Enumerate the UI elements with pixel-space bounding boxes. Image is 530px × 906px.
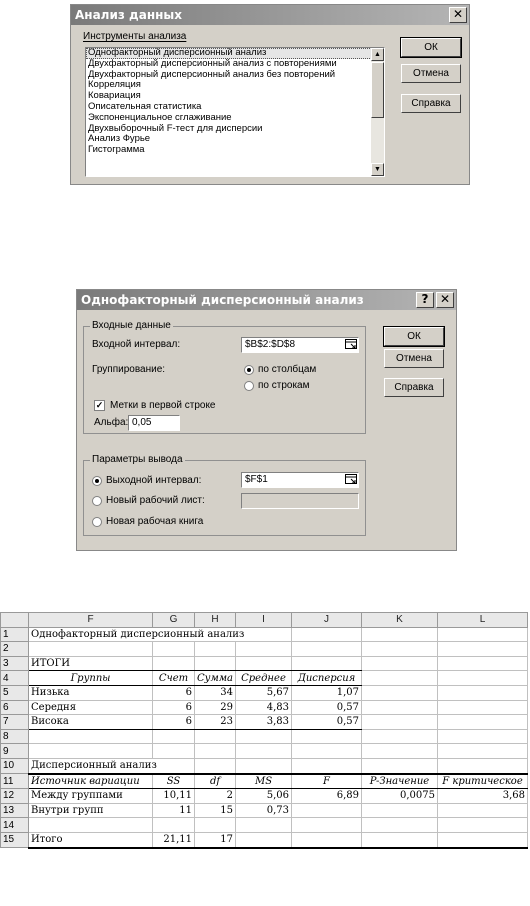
cell[interactable] [438, 744, 528, 759]
table-row [1, 774, 528, 789]
dialog-titlebar [71, 5, 469, 25]
cell[interactable] [153, 729, 195, 744]
cell[interactable]: Между группами [29, 789, 153, 804]
cell[interactable] [195, 656, 236, 671]
column-header-row [1, 613, 528, 628]
by-columns-label: по столбцам [258, 364, 317, 375]
cell[interactable] [292, 803, 362, 818]
cell[interactable] [438, 715, 528, 730]
list-item[interactable]: Ковариация [88, 90, 141, 102]
cell[interactable] [195, 758, 236, 773]
cell[interactable] [362, 729, 438, 744]
col-header-l[interactable]: L [438, 613, 528, 628]
list-item[interactable]: Корреляция [88, 79, 141, 91]
cell[interactable] [236, 729, 292, 744]
cell[interactable]: 10,11 [153, 789, 195, 804]
cell[interactable]: 4,83 [236, 700, 292, 715]
cell[interactable] [292, 627, 362, 642]
cell[interactable]: 17 [195, 832, 236, 847]
sheet-grid [0, 612, 528, 849]
cell[interactable]: 23 [195, 715, 236, 730]
input-group [83, 320, 366, 434]
cell[interactable] [438, 803, 528, 818]
cell[interactable] [292, 744, 362, 759]
list-item[interactable]: Анализ Фурье [88, 133, 151, 145]
cell[interactable]: 6 [153, 715, 195, 730]
col-header-j[interactable]: J [292, 613, 362, 628]
table-row [1, 789, 528, 804]
corner-cell[interactable] [1, 613, 29, 628]
range-select-icon[interactable] [344, 474, 357, 486]
close-icon[interactable]: ✕ [436, 292, 454, 308]
cell[interactable] [292, 729, 362, 744]
header-cell[interactable]: Источник вариации [29, 774, 153, 789]
cell[interactable]: Итого [29, 832, 153, 847]
by-rows-radio[interactable] [244, 381, 254, 391]
output-range-field[interactable] [241, 472, 359, 488]
row-header[interactable]: 13 [1, 803, 29, 818]
ok-button[interactable]: ОК [384, 327, 444, 346]
cell[interactable]: Внутри групп [29, 803, 153, 818]
col-header-i[interactable]: I [236, 613, 292, 628]
cell[interactable]: 21,11 [153, 832, 195, 847]
alpha-label: Альфа: [94, 417, 129, 428]
list-item[interactable]: Двухвыборочный F-тест для дисперсии [88, 122, 263, 134]
cell[interactable] [236, 642, 292, 657]
cell[interactable] [438, 832, 528, 847]
cell[interactable] [195, 642, 236, 657]
output-range-label: Выходной интервал: [106, 475, 202, 486]
table-row [1, 627, 528, 642]
cell[interactable] [195, 818, 236, 833]
cancel-button[interactable]: Отмена [384, 349, 444, 368]
cell[interactable] [153, 656, 195, 671]
cell[interactable]: 5,67 [236, 685, 292, 700]
cell[interactable] [292, 818, 362, 833]
row-header[interactable]: 4 [1, 671, 29, 686]
cell[interactable] [362, 671, 438, 686]
header-cell[interactable]: Счет [153, 671, 195, 686]
tools-list-items [86, 48, 384, 156]
range-select-icon[interactable] [344, 339, 357, 351]
cell[interactable] [153, 818, 195, 833]
table-row [1, 832, 528, 847]
ok-button[interactable]: ОК [401, 38, 461, 57]
row-header[interactable]: 9 [1, 744, 29, 759]
cell[interactable]: 6 [153, 685, 195, 700]
cell[interactable] [362, 642, 438, 657]
cancel-button[interactable]: Отмена [401, 64, 461, 83]
cell[interactable] [362, 656, 438, 671]
cell[interactable]: 34 [195, 685, 236, 700]
cell[interactable] [153, 642, 195, 657]
cell[interactable]: 11 [153, 803, 195, 818]
cell[interactable] [438, 642, 528, 657]
cell[interactable] [362, 832, 438, 847]
row-header[interactable]: 7 [1, 715, 29, 730]
header-cell[interactable]: P-Значение [362, 774, 438, 789]
tools-label: Инструменты анализа [83, 31, 187, 42]
labels-checkbox[interactable]: ✓ [95, 400, 104, 410]
cell[interactable] [236, 832, 292, 847]
table-row [1, 803, 528, 818]
table-row [1, 744, 528, 759]
cell[interactable] [292, 832, 362, 847]
row-header[interactable]: 5 [1, 685, 29, 700]
cell[interactable] [292, 758, 362, 773]
cell[interactable] [438, 656, 528, 671]
help-button[interactable]: Справка [401, 94, 461, 113]
header-cell[interactable]: SS [153, 774, 195, 789]
dialog-titlebar [77, 290, 456, 310]
table-row [1, 685, 528, 700]
output-range-radio[interactable] [92, 476, 102, 486]
col-header-k[interactable]: K [362, 613, 438, 628]
input-group-label: Входные данные [92, 320, 171, 331]
input-range-field[interactable] [241, 337, 359, 353]
cell[interactable] [362, 627, 438, 642]
cell[interactable] [438, 758, 528, 773]
scroll-thumb[interactable] [371, 62, 384, 118]
new-book-radio[interactable] [92, 517, 102, 527]
cell[interactable] [438, 729, 528, 744]
cell-itogi[interactable]: ИТОГИ [29, 656, 153, 671]
header-cell[interactable]: Дисперсия [292, 671, 362, 686]
labels-checkbox-label: Метки в первой строке [110, 400, 216, 411]
spreadsheet [0, 612, 530, 849]
list-item[interactable]: Двухфакторный дисперсионный анализ без повторений [88, 68, 336, 80]
header-cell[interactable]: Сумма [195, 671, 236, 686]
header-cell[interactable]: Среднее [236, 671, 292, 686]
col-header-h[interactable]: H [195, 613, 236, 628]
cell[interactable]: Висока [29, 715, 153, 730]
cell[interactable] [362, 818, 438, 833]
list-item[interactable]: Однофакторный дисперсионный анализ [86, 48, 384, 59]
help-question-icon[interactable]: ? [416, 292, 434, 308]
close-icon[interactable]: ✕ [449, 7, 467, 23]
row-header[interactable]: 15 [1, 832, 29, 847]
row-header[interactable]: 1 [1, 627, 29, 642]
cell[interactable] [195, 729, 236, 744]
new-sheet-field[interactable] [241, 493, 359, 509]
by-rows-label: по строкам [258, 380, 310, 391]
cell[interactable]: 2 [195, 789, 236, 804]
col-header-g[interactable]: G [153, 613, 195, 628]
grouping-label: Группирование: [92, 364, 166, 375]
input-range-label: Входной интервал: [92, 339, 181, 350]
scroll-down-icon[interactable]: ▼ [371, 163, 384, 176]
row-header[interactable]: 10 [1, 758, 29, 773]
cell[interactable] [29, 642, 153, 657]
scroll-up-icon[interactable]: ▲ [371, 48, 384, 61]
row-header[interactable]: 11 [1, 774, 29, 789]
dialog-title: Анализ данных [75, 8, 182, 22]
row-header[interactable]: 2 [1, 642, 29, 657]
list-item[interactable]: Экспоненциальное сглаживание [88, 111, 232, 123]
output-group-label: Параметры вывода [92, 454, 183, 465]
cell-anova-title[interactable]: Дисперсионный анализ [29, 758, 195, 773]
cell[interactable]: 1,07 [292, 685, 362, 700]
dialog-title: Однофакторный дисперсионный анализ [81, 293, 364, 307]
output-range-value: $F$1 [245, 474, 268, 485]
cell[interactable]: 0,57 [292, 700, 362, 715]
anova-dialog [76, 289, 457, 551]
cell[interactable] [292, 656, 362, 671]
cell[interactable] [236, 818, 292, 833]
tools-listbox[interactable] [85, 47, 385, 177]
cell[interactable] [438, 685, 528, 700]
cell[interactable] [362, 803, 438, 818]
cell[interactable] [362, 744, 438, 759]
cell[interactable] [362, 700, 438, 715]
row-header[interactable]: 6 [1, 700, 29, 715]
table-row [1, 729, 528, 744]
cell[interactable]: 3,68 [438, 789, 528, 804]
cell[interactable]: 6 [153, 700, 195, 715]
table-row [1, 656, 528, 671]
cell[interactable] [362, 758, 438, 773]
row-header[interactable]: 14 [1, 818, 29, 833]
alpha-field[interactable]: 0,05 [128, 415, 180, 431]
cell[interactable] [362, 685, 438, 700]
list-item[interactable]: Двухфакторный дисперсионный анализ с повторениями [88, 57, 337, 69]
cell[interactable]: 0,0075 [362, 789, 438, 804]
cell[interactable] [438, 700, 528, 715]
cell[interactable] [362, 715, 438, 730]
table-row [1, 818, 528, 833]
cell[interactable]: 15 [195, 803, 236, 818]
cell[interactable] [195, 744, 236, 759]
cell[interactable] [236, 758, 292, 773]
table-row [1, 642, 528, 657]
header-cell[interactable]: MS [236, 774, 292, 789]
cell[interactable] [29, 818, 153, 833]
cell[interactable] [29, 729, 153, 744]
cell[interactable]: Низька [29, 685, 153, 700]
row-header[interactable]: 3 [1, 656, 29, 671]
table-row [1, 671, 528, 686]
cell[interactable]: 3,83 [236, 715, 292, 730]
cell[interactable]: 0,73 [236, 803, 292, 818]
row-header[interactable]: 8 [1, 729, 29, 744]
header-cell[interactable]: F [292, 774, 362, 789]
cell[interactable] [29, 744, 153, 759]
cell[interactable]: 0,57 [292, 715, 362, 730]
row-header[interactable]: 12 [1, 789, 29, 804]
cell[interactable] [236, 744, 292, 759]
list-item[interactable]: Описательная статистика [88, 100, 202, 112]
output-group [83, 454, 366, 536]
cell[interactable] [438, 671, 528, 686]
cell[interactable] [236, 656, 292, 671]
col-header-f[interactable]: F [29, 613, 153, 628]
table-row [1, 758, 528, 773]
analysis-tools-dialog [70, 4, 470, 185]
header-cell[interactable]: df [195, 774, 236, 789]
table-row [1, 715, 528, 730]
by-columns-radio[interactable] [244, 365, 254, 375]
input-range-value: $B$2:$D$8 [245, 339, 296, 350]
cell[interactable]: 6,89 [292, 789, 362, 804]
header-cell[interactable]: Группы [29, 671, 153, 686]
table-row [1, 700, 528, 715]
vertical-scrollbar[interactable] [371, 48, 384, 176]
new-sheet-label: Новый рабочий лист: [106, 495, 205, 506]
cell[interactable]: Середня [29, 700, 153, 715]
cell-title[interactable]: Однофакторный дисперсионный анализ [29, 627, 292, 642]
cell[interactable]: 29 [195, 700, 236, 715]
cell[interactable] [438, 818, 528, 833]
cell[interactable] [438, 627, 528, 642]
cell[interactable] [292, 642, 362, 657]
list-item[interactable]: Гистограмма [88, 144, 145, 156]
header-cell[interactable]: F критическое [438, 774, 528, 789]
cell[interactable]: 5,06 [236, 789, 292, 804]
new-sheet-radio[interactable] [92, 496, 102, 506]
new-book-label: Новая рабочая книга [106, 516, 204, 527]
help-button[interactable]: Справка [384, 378, 444, 397]
cell[interactable] [153, 744, 195, 759]
